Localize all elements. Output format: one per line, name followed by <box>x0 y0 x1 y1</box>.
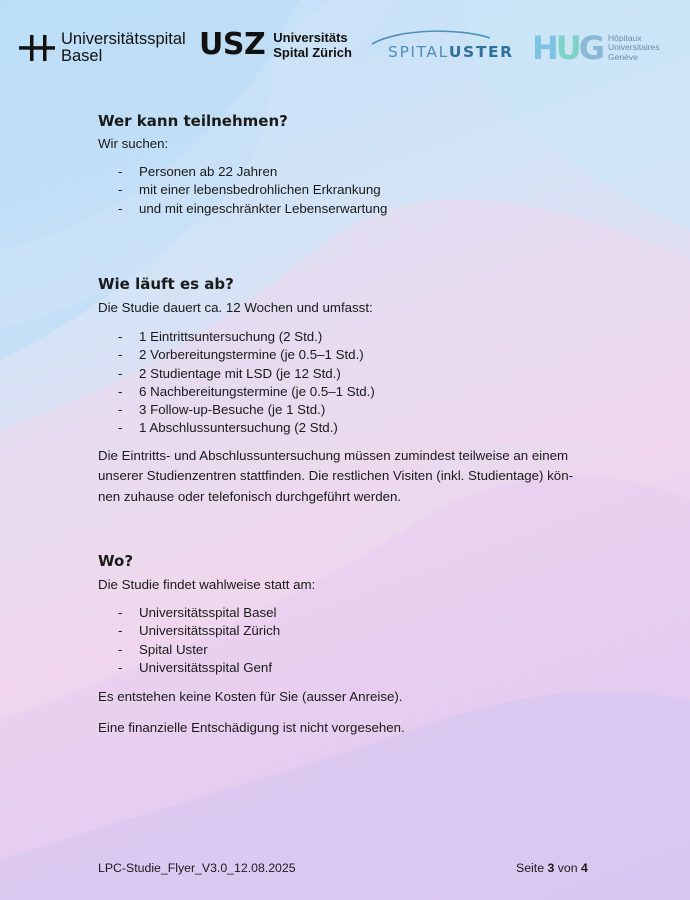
logo-basel-line2: Basel <box>61 47 103 65</box>
logo-basel-line1: Universitätsspital <box>61 30 186 48</box>
page-current: 3 <box>547 861 555 875</box>
hug-line2: Universitaires <box>608 42 660 53</box>
usz-mark: USZ <box>199 27 266 62</box>
usz-line1: Universitäts <box>273 29 348 45</box>
logo-spital-uster <box>370 30 520 64</box>
uster-part1: SPITAL <box>388 43 449 61</box>
list-item: - 1 Eintrittsuntersuchung (2 Std.) <box>98 328 375 346</box>
hug-letter-g: G <box>578 29 603 67</box>
page-total: 4 <box>580 861 588 875</box>
hug-line1: Hôpitaux <box>608 32 642 43</box>
logo-usz <box>199 27 352 62</box>
list-item: - Universitätsspital Genf <box>98 659 280 677</box>
list-item: - 1 Abschlussuntersuchung (2 Std.) <box>98 419 375 437</box>
section-where-note-costs: Es entstehen keine Kosten für Sie (ausser Anreise). <box>98 689 403 704</box>
list-item: - 6 Nachbereitungstermine (je 0.5–1 Std.) <box>98 383 375 401</box>
logo-hug <box>532 29 660 67</box>
footer-page-number <box>516 861 588 875</box>
hug-line3: Genève <box>608 51 638 62</box>
list-item: - Spital Uster <box>98 641 280 659</box>
section-how-paragraph <box>98 446 598 507</box>
list-item: - 2 Vorbereitungstermine (je 0.5–1 Std.) <box>98 346 375 364</box>
footer-doc-id: LPC-Studie_Flyer_V3.0_12.08.2025 <box>98 861 296 875</box>
section-where-intro: Die Studie findet wahlweise statt am: <box>98 577 316 592</box>
usb-mark-icon <box>17 32 57 64</box>
hug-letter-h: H <box>532 29 556 67</box>
list-item: - 2 Studientage mit LSD (je 12 Std.) <box>98 365 375 383</box>
usz-line2: Spital Zürich <box>273 44 352 60</box>
uster-part2: USTER <box>448 43 514 61</box>
section-who-heading: Wer kann teilnehmen? <box>98 112 288 130</box>
page-prefix: Seite <box>516 861 545 875</box>
paragraph-line: nen zuhause oder telefonisch durchgeführt werden. <box>98 488 402 504</box>
list-item: - Universitätsspital Basel <box>98 604 280 622</box>
section-where-heading: Wo? <box>98 552 134 570</box>
logo-universitaetsspital-basel <box>17 31 186 65</box>
paragraph-line: Die Eintritts- und Abschlussuntersuchung müssen zumindest teilweise an einem <box>98 448 569 463</box>
section-where-list <box>98 604 280 677</box>
page-sep: von <box>557 861 578 875</box>
section-who-list <box>98 163 387 218</box>
list-item: - Universitätsspital Zürich <box>98 622 280 640</box>
section-how-list <box>98 328 375 438</box>
list-item: - mit einer lebensbedrohlichen Erkrankung <box>98 181 387 199</box>
paragraph-line: unserer Studienzentren stattfinden. Die restlichen Visiten (inkl. Studientage) kön- <box>98 468 574 484</box>
hug-letter-u: U <box>555 29 579 67</box>
list-item: - und mit eingeschränkter Lebenserwartung <box>98 200 387 218</box>
list-item: - Personen ab 22 Jahren <box>98 163 387 181</box>
section-how-intro: Die Studie dauert ca. 12 Wochen und umfasst: <box>98 300 373 315</box>
section-who-intro: Wir suchen: <box>98 136 169 151</box>
list-item: - 3 Follow-up-Besuche (je 1 Std.) <box>98 401 375 419</box>
section-where-note-compensation: Eine finanzielle Entschädigung ist nicht vorgesehen. <box>98 720 405 735</box>
section-how-heading: Wie läuft es ab? <box>98 275 234 293</box>
